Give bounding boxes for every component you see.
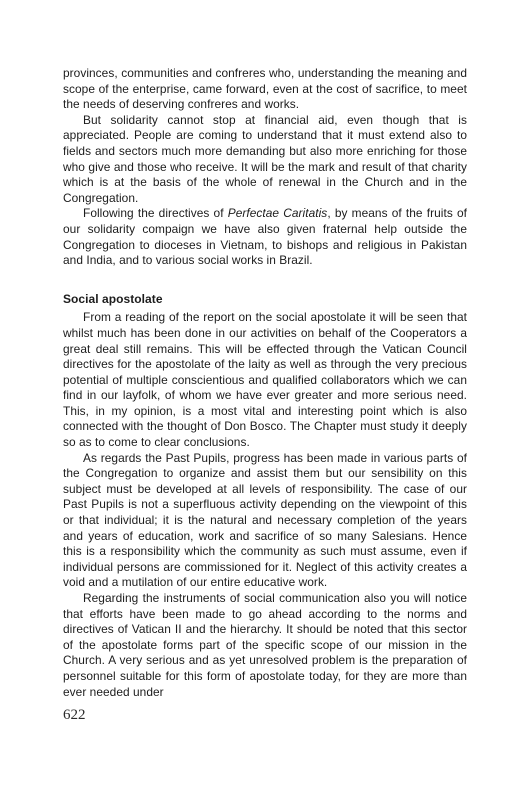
page-number: 622 [63,707,86,723]
paragraph-solidarity: But solidarity cannot stop at financial aid, even though that is appreciated. People are coming to understand that it must extend also to fields and sectors much more demanding but also more enriching for those who give and those who receive. It will be the mark and result of that charity which is at the basis of the whole of renewal in the Church and in the Congregation. [63,112,467,205]
paragraph-past-pupils: As regards the Past Pupils, progress has been made in various parts of the Congregation to organize and assist them but our sensibility on this subject must be developed at all levels of responsibility. The case of our Past Pupils is not a superfluous activity depending on the viewpoint of this or that individual; it is the natural and necessary completion of the years and years of education, work and sacrifice of so many Salesians. Hence this is a responsibility which the community as such must assume, even if individual persons are commissioned for it. Neglect of this activity creates a void and a mutilation of our entire educative work. [63,450,467,590]
paragraph-caritatis-lead: Following the directives of [83,206,228,221]
paragraph-caritatis-rest: , by means of the fruits of our solidarity compaign we have also given fraternal help outside the Congregation to dioceses in Vietnam, to bishops and religious in Pakistan and India, and to various social works in Brazil. [63,206,467,268]
paragraph-cooperators: From a reading of the report on the social apostolate it will be seen that whilst much has been done in our activities on behalf of the Cooperators a great deal still remains. This will be effected through the Vatican Council directives for the apostolate of the laity as well as through the very precious potential of multiple conscientious and qualified collaborators which we can find in our layfolk, of whom we have ever greater and more serious need. This, in my opinion, is a most vital and interesting point which is also connected with the thought of Don Bosco. The Chapter must study it deeply so as to come to clear conclusions. [63,310,467,450]
paragraph-caritatis [63,206,467,268]
page-text-block [63,66,467,700]
paragraph-continued: provinces, communities and confreres who, understanding the meaning and scope of the enterprise, came forward, even at the cost of sacrifice, to meet the needs of deserving confreres and works. [63,66,467,112]
paragraph-social-communication: Regarding the instruments of social communication also you will notice that efforts have been made to go ahead according to the norms and directives of Vatican II and the hierarchy. It should be noted that this sector of the apostolate forms part of the specific scope of our mission in the Church. A very serious and as yet unresolved problem is the preparation of personnel suitable for this form of apostolate today, for they are more than ever needed under [63,591,467,699]
section-heading: Social apostolate [63,291,163,306]
document-title-reference: Perfectae Caritatis [227,206,328,221]
